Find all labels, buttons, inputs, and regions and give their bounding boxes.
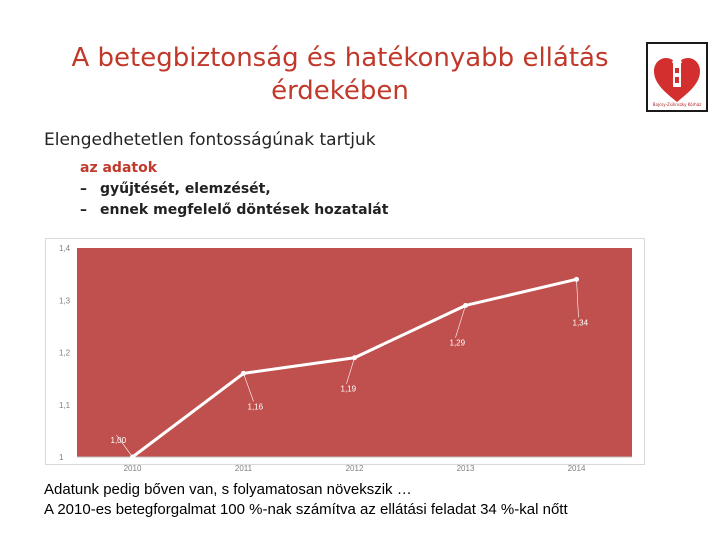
title-line-2: érdekében (271, 76, 409, 106)
x-tick-label: 2012 (345, 464, 364, 473)
data-label: 1,00 (110, 436, 127, 445)
x-tick-label: 2011 (234, 464, 253, 473)
bullet-main: az adatok (80, 160, 158, 176)
hospital-logo (646, 42, 708, 112)
bullet-sub-1-text: gyűjtését, elemzését, (100, 181, 271, 197)
y-tick-label: 1,4 (59, 244, 71, 253)
logo-caption: Bajcsy-Zsilinszky Kórház (652, 102, 702, 107)
data-label: 1,19 (340, 384, 357, 394)
bullet-sub-2-text: ennek megfelelő döntések hozatalát (100, 202, 389, 218)
lead-text: Elengedhetetlen fontosságúnak tartjuk (44, 130, 376, 150)
bullet-sub-1 (80, 179, 388, 200)
y-tick-label: 1,1 (59, 400, 71, 410)
dash-glyph: – (80, 181, 87, 197)
bottom-line-2: A 2010-es betegforgalmat 100 %-nak számítva az ellátási feladat 34 %-kal nőtt (44, 501, 568, 518)
bottom-text (44, 480, 568, 520)
x-tick-label: 2014 (567, 464, 586, 473)
data-label: 1,34 (572, 318, 589, 328)
slide-title (60, 42, 620, 108)
dash-glyph: – (80, 202, 87, 218)
y-tick-label: 1 (59, 453, 64, 462)
data-label: 1,29 (449, 338, 466, 348)
data-label: 1,16 (247, 402, 264, 412)
heart-church-icon (648, 44, 706, 110)
line-chart (45, 238, 645, 478)
bottom-line-1: Adatunk pedig bőven van, s folyamatosan növekszik … (44, 481, 412, 498)
bullet-sub-2 (80, 200, 388, 221)
bullet-list (80, 158, 388, 221)
title-line-1: A betegbiztonság és hatékonyabb ellátás (71, 43, 609, 73)
chart-svg (45, 238, 645, 478)
x-tick-label: 2010 (123, 464, 142, 473)
y-tick-label: 1,3 (59, 296, 71, 306)
x-tick-label: 2013 (456, 464, 475, 473)
y-tick-label: 1,2 (59, 348, 71, 358)
plot-area (77, 248, 632, 457)
